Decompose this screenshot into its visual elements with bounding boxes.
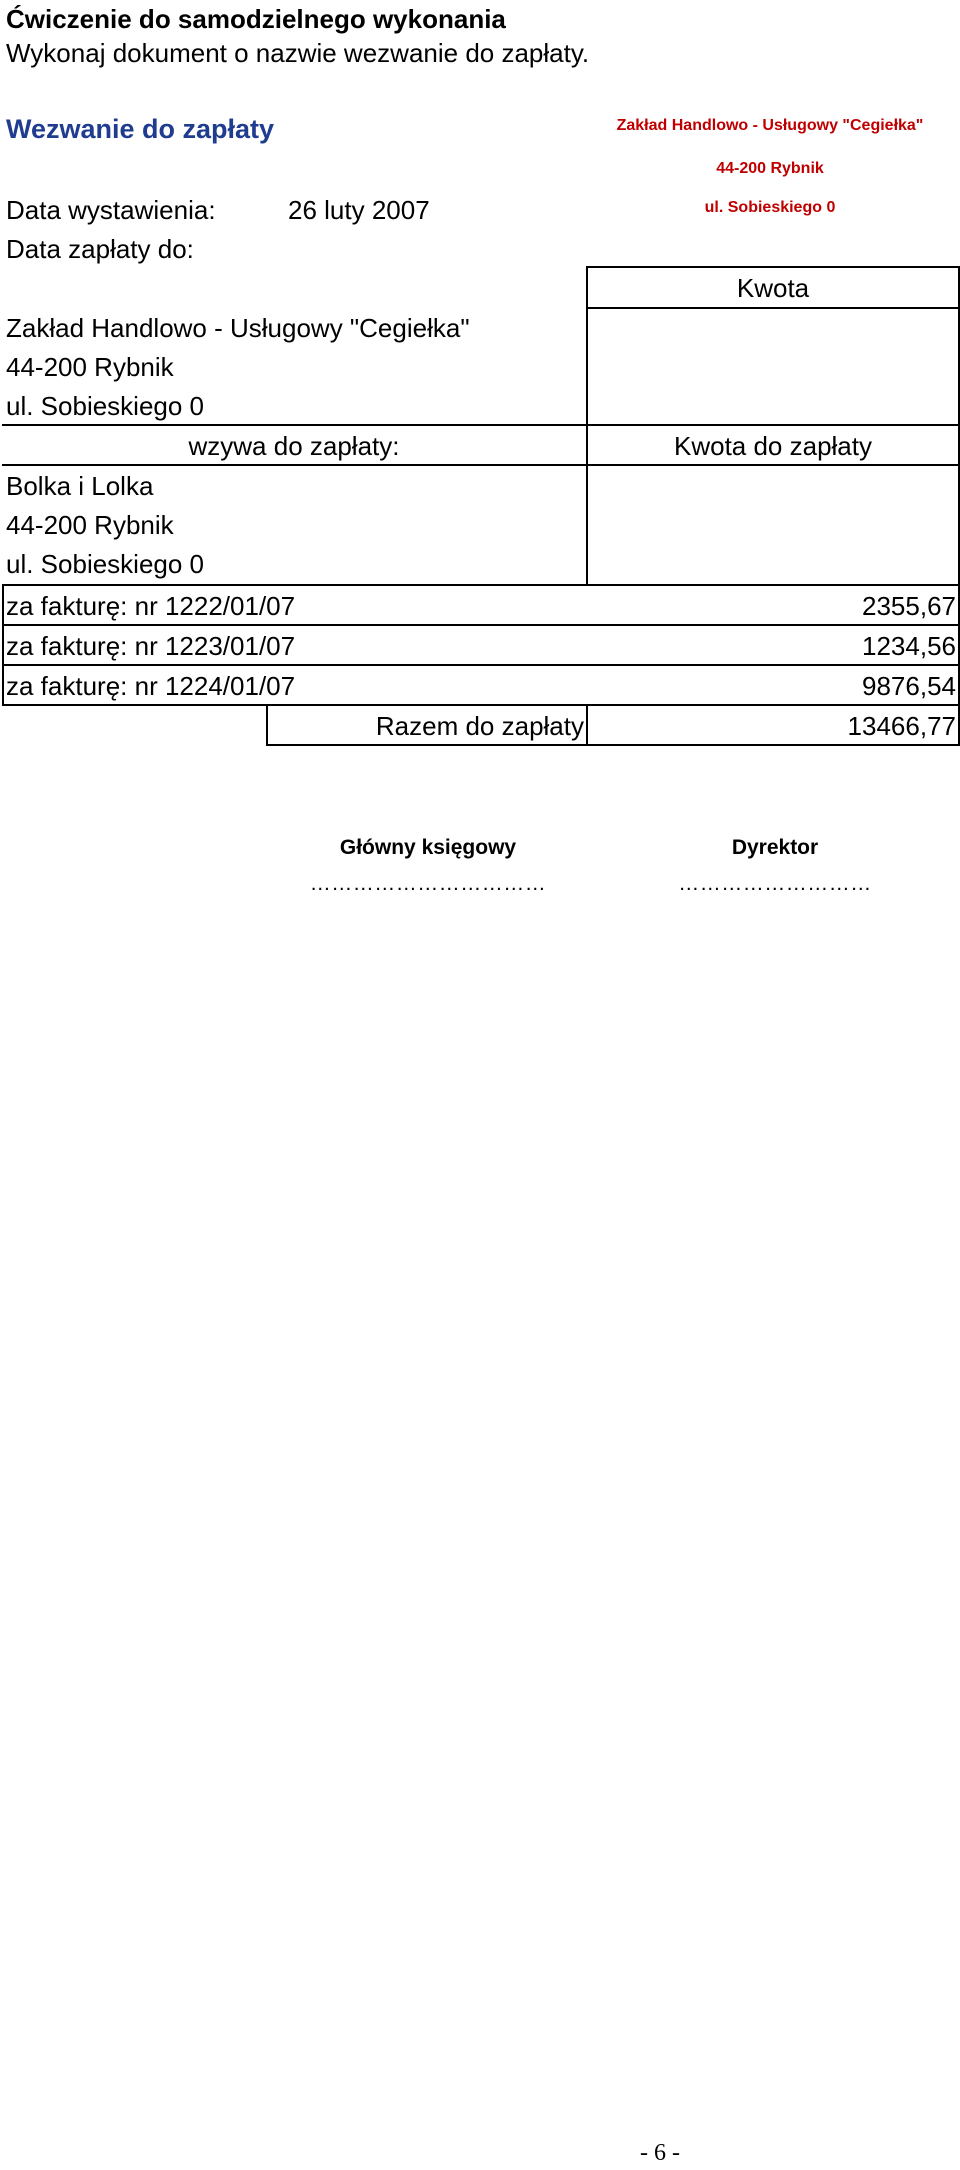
table-line	[266, 744, 960, 746]
issue-date-value: 26 luty 2007	[288, 195, 430, 225]
invoice-amount: 1234,56	[862, 631, 956, 661]
table-line	[586, 307, 960, 309]
table-line	[2, 704, 960, 706]
exercise-instruction: Wykonaj dokument o nazwie wezwanie do zapłaty.	[6, 38, 590, 68]
invoice-amount: 2355,67	[862, 591, 956, 621]
debtor-name: Bolka i Lolka	[6, 471, 154, 501]
issuer-header-name: Zakład Handlowo - Usługowy "Cegiełka"	[616, 117, 924, 134]
total-value: 13466,77	[847, 711, 956, 741]
page-number: - 6 -	[640, 2140, 680, 2166]
creditor-city: 44-200 Rybnik	[6, 352, 174, 382]
creditor-street: ul. Sobieskiego 0	[6, 391, 205, 421]
document-title: Wezwanie do zapłaty	[6, 114, 275, 144]
table-line	[2, 624, 960, 626]
amount-due-header: Kwota do zapłaty	[673, 431, 872, 461]
invoice-label: za fakturę: nr 1224/01/07	[6, 671, 296, 701]
invoice-label: za fakturę: nr 1223/01/07	[6, 631, 296, 661]
issuer-header-street: ul. Sobieskiego 0	[704, 199, 836, 216]
total-label: Razem do zapłaty	[375, 711, 584, 741]
debtor-city: 44-200 Rybnik	[6, 510, 174, 540]
director-signature-line: ………………………	[678, 872, 872, 895]
calls-label: wzywa do zapłaty:	[188, 431, 400, 461]
creditor-name: Zakład Handlowo - Usługowy "Cegiełka"	[6, 313, 470, 343]
table-line	[266, 704, 268, 746]
table-line	[2, 584, 960, 586]
table-line	[2, 584, 4, 706]
issue-date-label: Data wystawienia:	[6, 195, 216, 225]
table-line	[2, 664, 960, 666]
invoice-label: za fakturę: nr 1222/01/07	[6, 591, 296, 621]
accountant-signature-line: ……………………………	[309, 872, 547, 895]
table-line	[2, 464, 960, 466]
director-label: Dyrektor	[731, 836, 819, 859]
table-line	[586, 266, 960, 268]
invoice-amount: 9876,54	[862, 671, 956, 701]
accountant-label: Główny księgowy	[339, 836, 517, 859]
exercise-heading: Ćwiczenie do samodzielnego wykonania	[6, 4, 506, 34]
debtor-street: ul. Sobieskiego 0	[6, 549, 205, 579]
table-line	[2, 424, 960, 426]
table-line	[586, 704, 588, 746]
due-date-label: Data zapłaty do:	[6, 234, 194, 264]
amount-header: Kwota	[736, 273, 810, 303]
issuer-header-city: 44-200 Rybnik	[716, 160, 824, 177]
